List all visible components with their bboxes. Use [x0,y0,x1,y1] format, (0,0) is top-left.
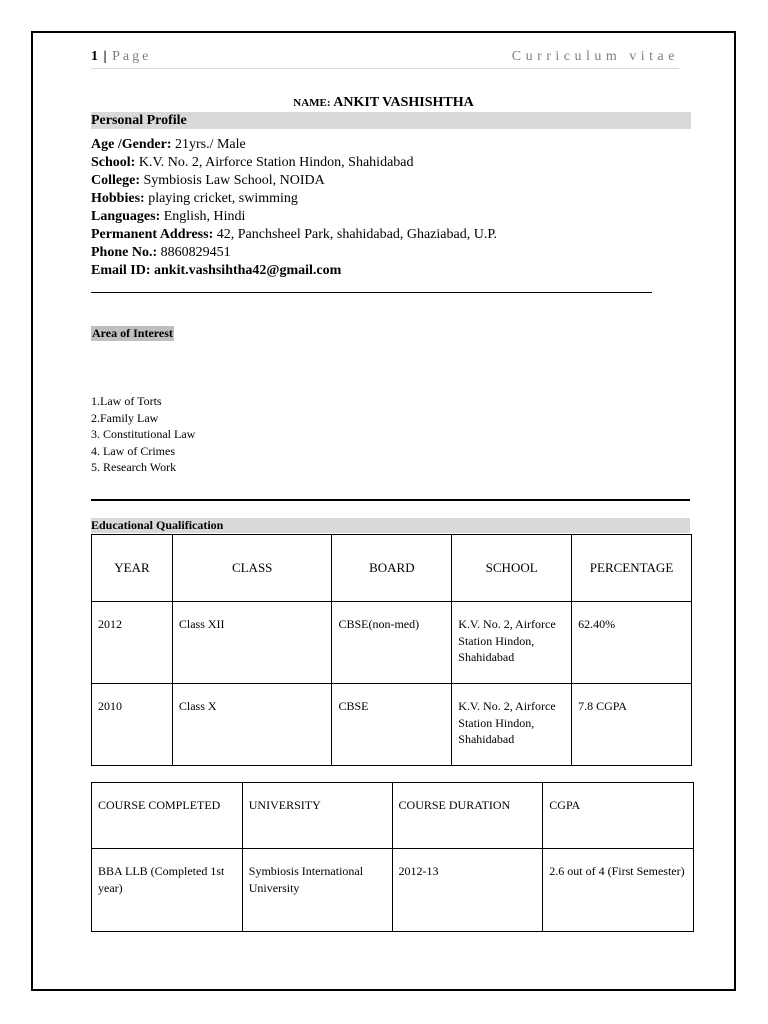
personal-profile-heading: Personal Profile [91,112,691,129]
table-cell: CBSE [332,684,452,766]
profile-field: Languages: English, Hindi [91,209,246,224]
table-cell: 2012-13 [392,849,543,932]
header-cell: COURSE COMPLETED [92,783,243,849]
school-qualification-table [91,534,692,766]
table-cell: CBSE(non-med) [332,602,452,684]
page-header [91,49,679,69]
header-cell: CLASS [172,535,332,602]
table-row [92,849,694,932]
personal-profile-list [91,136,497,280]
header-cell: SCHOOL [452,535,572,602]
table-cell: Symbiosis International University [242,849,392,932]
page-number: 1 | Page [91,49,152,64]
table-cell: 62.40% [572,602,692,684]
table-cell: BBA LLB (Completed 1st year) [92,849,243,932]
table-cell: 2012 [92,602,173,684]
interest-list [91,393,195,476]
profile-field: Hobbies: playing cricket, swimming [91,191,298,206]
table-cell: 2.6 out of 4 (First Semester) [543,849,694,932]
header-cell: YEAR [92,535,173,602]
profile-field-email: Email ID: ankit.vashsihtha42@gmail.com [91,263,342,278]
table-header-row [92,535,692,602]
header-cell: UNIVERSITY [242,783,392,849]
interest-item: 1.Law of Torts [91,394,162,408]
educational-qualification-heading: Educational Qualification [91,518,690,533]
table-row [92,684,692,766]
header-cell: COURSE DURATION [392,783,543,849]
interest-item: 4. Law of Crimes [91,443,175,458]
profile-field: College: Symbiosis Law School, NOIDA [91,173,325,188]
interest-item: 3. Constitutional Law [91,427,196,441]
table-cell: 2010 [92,684,173,766]
header-cell: CGPA [543,783,694,849]
table-cell: K.V. No. 2, Airforce Station Hindon, Shahidabad [452,602,572,684]
profile-field: School: K.V. No. 2, Airforce Station Hindon, Shahidabad [91,155,414,170]
area-of-interest-heading: Area of Interest [92,326,173,340]
section-divider [91,292,652,293]
profile-field: Phone No.: 8860829451 [91,245,231,260]
interest-item: 5. Research Work [91,460,177,474]
document-page [31,31,736,991]
table-row [92,602,692,684]
course-table [91,782,694,932]
interest-item: 2.Family Law [91,410,159,425]
profile-field: Age /Gender: 21yrs./ Male [91,137,246,152]
header-title: Curriculum vitae [511,49,679,64]
table-cell: Class X [172,684,332,766]
table-cell: 7.8 CGPA [572,684,692,766]
table-cell: K.V. No. 2, Airforce Station Hindon, Shahidabad [452,684,572,766]
table-header-row [92,783,694,849]
header-cell: PERCENTAGE [572,535,692,602]
section-divider-thick [91,499,690,501]
candidate-name: NAME: ANKIT VASHISHTHA [293,95,474,110]
table-cell: Class XII [172,602,332,684]
header-cell: BOARD [332,535,452,602]
profile-field: Permanent Address: 42, Panchsheel Park, shahidabad, Ghaziabad, U.P. [91,227,498,242]
